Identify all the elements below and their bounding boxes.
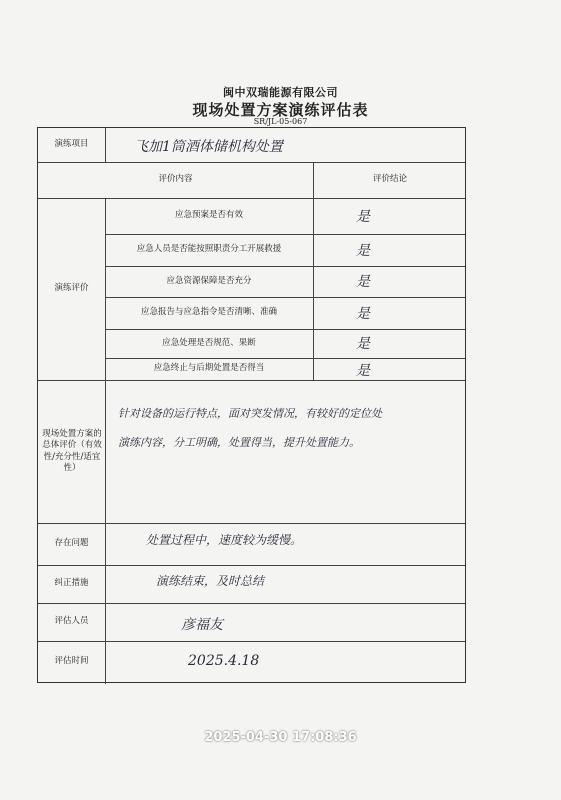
evaluation-result: 是 [356,306,370,322]
overall-evaluation-line: 针对设备的运行特点，面对突发情况，有较好的定位处 [118,407,382,420]
evaluation-result: 是 [356,363,370,379]
col-divider [105,641,106,684]
company-name: 闽中双瑞能源有限公司 [223,86,338,99]
evaluation-time-value: 2025.4.18 [188,653,260,669]
form-code: SR/JL-05-067 [253,117,308,126]
evaluation-item: 应急报告与应急指令是否清晰、准确 [140,307,277,318]
column-header-content: 评价内容 [158,174,193,185]
evaluation-form-table [37,127,466,683]
correction-label: 纠正措施 [54,578,89,589]
evaluation-result: 是 [356,274,370,290]
evaluation-time-label: 评估时间 [54,656,89,667]
evaluation-result: 是 [356,243,370,259]
evaluation-result: 是 [356,209,370,225]
evaluation-result: 是 [356,336,370,352]
issues-value: 处置过程中，速度较为缓慢。 [146,533,303,547]
drill-item-label: 演练项目 [54,139,89,150]
form-title: 现场处置方案演练评估表 [192,101,369,119]
col-divider [105,128,106,162]
evaluation-item: 应急预案是否有效 [174,210,243,221]
evaluation-item: 应急处理是否规范、果断 [162,337,256,348]
evaluation-label: 演练评价 [54,283,89,294]
evaluation-item: 应急终止与后期处置是否得当 [153,363,265,374]
evaluator-label: 评估人员 [54,616,89,627]
row-divider [38,380,465,381]
correction-value: 演练结束，及时总结 [156,574,265,588]
drill-item-value: 飞加1筒酒体储机构处置 [134,139,283,155]
evaluation-item: 应急资源保障是否充分 [166,275,252,286]
column-header-conclusion: 评价结论 [372,174,407,185]
overall-evaluation-line: 演练内容，分工明确，处置得当，提升处置能力。 [118,436,360,449]
issues-label: 存在问题 [54,538,89,549]
overall-evaluation-label: 现场处置方案的总体评价（有效性/充分性/适宜性） [42,428,102,473]
evaluator-signature: 彦福友 [181,617,223,633]
scan-timestamp: 2025-04-30 17:08:36 [204,730,357,745]
evaluation-item: 应急人员是否能按照职责分工开展救援 [136,244,282,255]
